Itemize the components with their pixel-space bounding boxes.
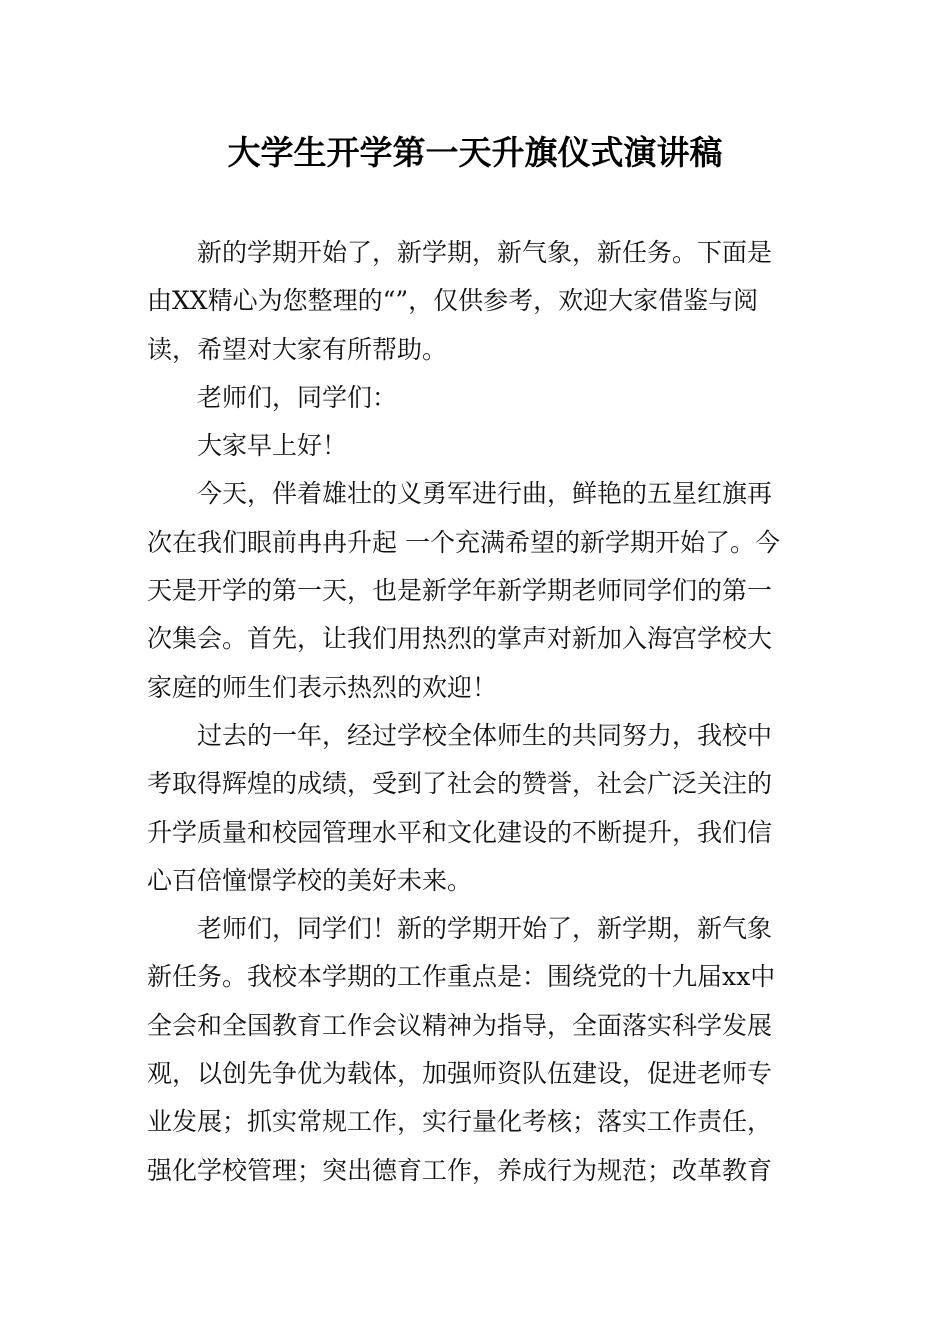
text-line: 老师们，同学们！新的学期开始了，新学期，新气象 — [197, 914, 773, 944]
text-line: 心百倍憧憬学校的美好未来。 — [147, 865, 473, 895]
text-line: 业发展；抓实常规工作，实行量化考核；落实工作责任， — [147, 1107, 773, 1137]
text-line: 老师们，同学们： — [197, 382, 398, 412]
document-body — [147, 229, 807, 1195]
text-line: 天是开学的第一天，也是新学年新学期老师同学们的第一 — [147, 576, 773, 606]
paragraph-flag-raising — [147, 470, 807, 711]
paragraph-intro — [147, 229, 807, 374]
paragraph-past-year — [147, 712, 807, 905]
text-line: 次集会。首先，让我们用热烈的掌声对新加入海宫学校大 — [147, 624, 773, 654]
text-line: 次在我们眼前冉冉升起 一个充满希望的新学期开始了。今 — [147, 527, 780, 557]
text-line: 大家早上好！ — [197, 431, 348, 461]
text-line: 强化学校管理；突出德育工作，养成行为规范；改革教育 — [147, 1155, 773, 1185]
text-line: 由XX精心为您整理的“”，仅供参考，欢迎大家借鉴与阅 — [147, 286, 759, 316]
document-title: 大学生开学第一天升旗仪式演讲稿 — [227, 133, 723, 172]
text-line: 新任务。我校本学期的工作重点是：围绕党的十九届xx中 — [147, 962, 776, 992]
text-line: 今天，伴着雄壮的义勇军进行曲，鲜艳的五星红旗再 — [197, 479, 773, 509]
text-line: 过去的一年，经过学校全体师生的共同努力，我校中 — [197, 720, 773, 750]
text-line: 全会和全国教育工作会议精神为指导，全面落实科学发展 — [147, 1010, 773, 1040]
text-line: 升学质量和校园管理水平和文化建设的不断提升，我们信 — [147, 817, 773, 847]
text-line: 读，希望对大家有所帮助。 — [147, 334, 448, 364]
paragraph-salutation — [147, 374, 807, 422]
paragraph-greeting — [147, 422, 807, 470]
text-line: 家庭的师生们表示热烈的欢迎！ — [147, 672, 498, 702]
text-line: 观，以创先争优为载体，加强师资队伍建设，促进老师专 — [147, 1059, 773, 1089]
text-line: 新的学期开始了，新学期，新气象，新任务。下面是 — [197, 238, 773, 267]
text-line: 考取得辉煌的成绩，受到了社会的赞誉，社会广泛关注的 — [147, 769, 773, 799]
paragraph-new-term — [147, 905, 807, 1195]
